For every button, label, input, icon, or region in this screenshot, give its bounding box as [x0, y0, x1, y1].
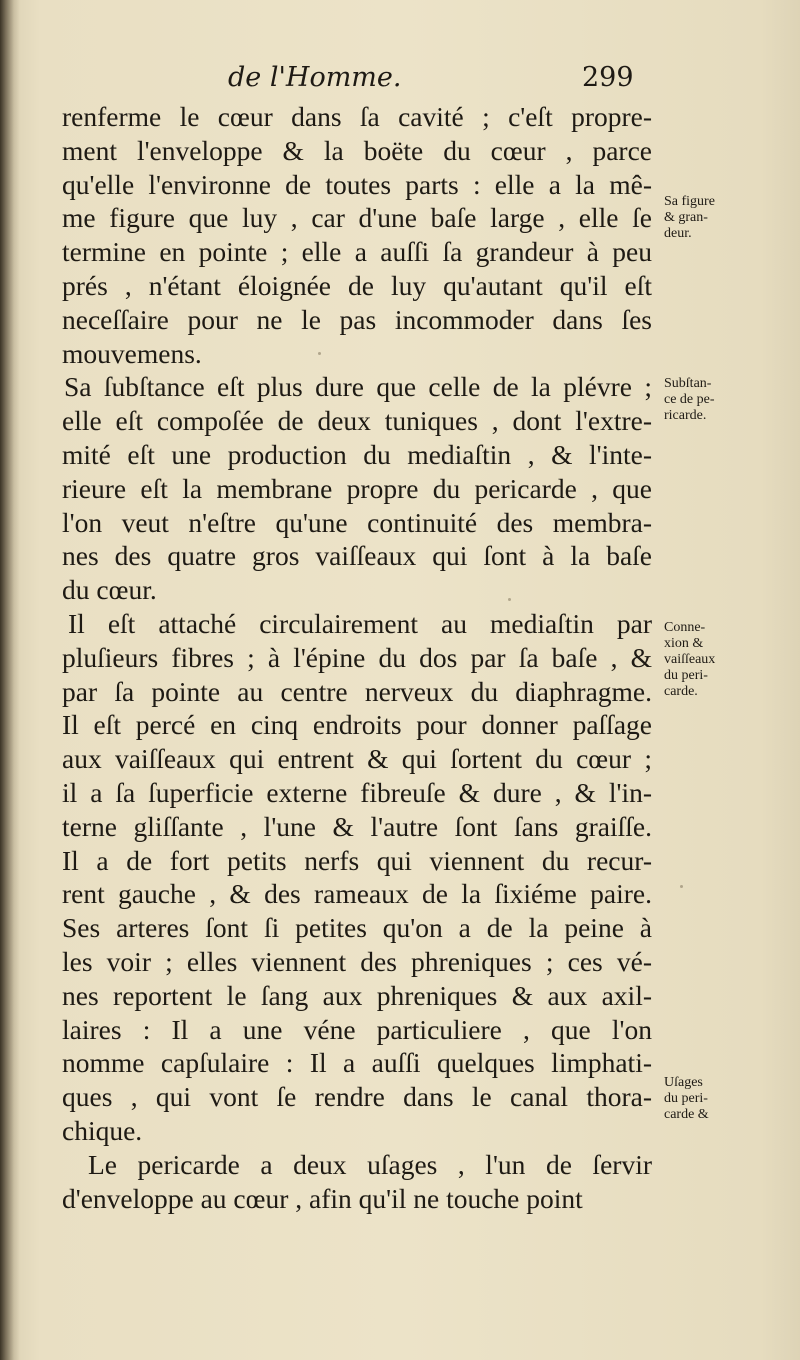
- binding-gutter-shadow: [0, 0, 20, 1360]
- text-line: me figure que luy , car d'une baſe large , elle ſe: [62, 202, 652, 234]
- text-line: Il eſt percé en cinq endroits pour donner paſſage: [62, 709, 652, 741]
- margin-note-line: deur.: [664, 226, 692, 241]
- text-line: rieure eſt la membrane propre du pericarde , que: [62, 472, 652, 504]
- margin-note: [664, 194, 715, 242]
- text-line: ment l'enveloppe & la boëte du cœur , parce: [62, 134, 652, 166]
- body-text: [62, 100, 652, 1215]
- text-line: ques , qui vont ſe rendre dans le canal thora-: [62, 1081, 652, 1113]
- margin-note-line: ce de pe-: [664, 392, 715, 407]
- paper-speck: [318, 352, 321, 355]
- text-line: mité eſt une production du mediaſtin , & l'inte-: [62, 438, 652, 470]
- margin-note-line: Conne-: [664, 620, 706, 635]
- text-line: renferme le cœur dans ſa cavité ; c'eſt propre-: [62, 101, 652, 132]
- running-head: de l'Homme.: [228, 62, 402, 93]
- text-line: Le pericarde a deux uſages , l'un de ſervir: [88, 1148, 652, 1180]
- page-header: [0, 58, 800, 98]
- text-line: du cœur.: [62, 574, 157, 606]
- text-line: elle eſt compoſée de deux tuniques , dont l'extre-: [62, 405, 652, 437]
- text-line: neceſſaire pour ne le pas incommoder dans ſes: [62, 303, 652, 335]
- margin-note-line: vaiſſeaux: [664, 652, 716, 667]
- margin-note-line: du peri-: [664, 1091, 708, 1106]
- margin-note-line: Sa figure: [664, 194, 715, 209]
- text-line: Il a de fort petits nerfs qui viennent du recur-: [62, 844, 652, 876]
- text-line: rent gauche , & des rameaux de la ſixiéme paire.: [62, 878, 652, 910]
- margin-note-line: carde &: [664, 1107, 709, 1122]
- paper-speck: [508, 598, 511, 601]
- text-line: Il eſt attaché circulairement au mediaſtin par: [68, 607, 652, 639]
- page-number: 299: [582, 62, 634, 93]
- text-line: termine en pointe ; elle a auſſi ſa grandeur à peu: [62, 236, 652, 268]
- text-line: il a ſa ſuperficie externe fibreuſe & dure , & l'in-: [62, 776, 652, 808]
- text-line: Sa ſubſtance eſt plus dure que celle de la plévre ;: [64, 371, 652, 403]
- margin-note-line: ricarde.: [664, 408, 707, 423]
- paper-speck: [680, 885, 683, 888]
- margin-note-line: du peri-: [664, 668, 708, 683]
- text-line: Ses arteres ſont ſi petites qu'on a de la peine à: [62, 912, 652, 944]
- text-line: nomme capſulaire : Il a auſſi quelques limphati-: [62, 1047, 652, 1079]
- text-line: chique.: [62, 1114, 143, 1146]
- text-line: nes des quatre gros vaiſſeaux qui ſont à la baſe: [62, 540, 652, 572]
- text-line: d'enveloppe au cœur , afin qu'il ne touche point: [62, 1182, 583, 1214]
- text-line: prés , n'étant éloignée de luy qu'autant qu'il eſt: [62, 269, 652, 301]
- text-line: pluſieurs fibres ; à l'épine du dos par ſa baſe , &: [62, 641, 652, 673]
- text-line: qu'elle l'environne de toutes parts : elle a la mê-: [62, 168, 652, 200]
- text-line: l'on veut n'eſtre qu'une continuité des membra-: [62, 506, 652, 538]
- text-line: mouvemens.: [62, 337, 202, 369]
- text-line: les voir ; elles viennent des phreniques ; ces vé-: [62, 945, 652, 977]
- margin-note: [664, 376, 715, 424]
- margin-note-line: Uſages: [664, 1075, 703, 1090]
- margin-note-line: carde.: [664, 684, 698, 699]
- margin-note: [664, 1075, 709, 1123]
- margin-note-line: & gran-: [664, 210, 708, 225]
- margin-note-line: Subſtan-: [664, 376, 712, 391]
- text-line: aux vaiſſeaux qui entrent & qui ſortent du cœur ;: [62, 743, 652, 775]
- margin-note: [664, 620, 715, 700]
- text-line: par ſa pointe au centre nerveux du diaphragme.: [62, 675, 652, 707]
- margin-note-line: xion &: [664, 636, 704, 651]
- text-line: terne gliſſante , l'une & l'autre ſont ſans graiſſe.: [62, 810, 652, 842]
- text-line: laires : Il a une véne particuliere , que l'on: [62, 1013, 652, 1045]
- text-line: nes reportent le ſang aux phreniques & aux axil-: [62, 979, 652, 1011]
